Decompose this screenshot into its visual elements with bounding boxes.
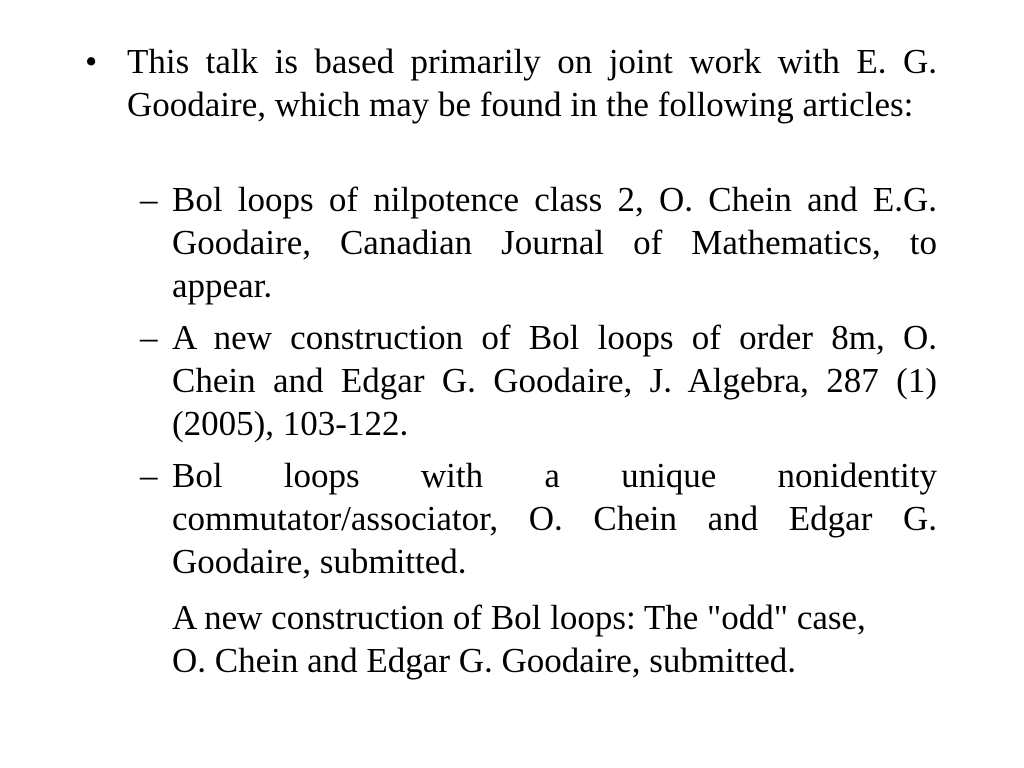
article-text: Bol loops with a unique nonidentity commutator/associator, O. Chein and Edgar G. Goodaire, submitted. — [172, 456, 937, 581]
article-text: A new construction of Bol loops of order 8m, O. Chein and Edgar G. Goodaire, J. Algebra, 287 (1) (2005), 103-122. — [172, 318, 937, 443]
article-list — [140, 178, 937, 592]
article-text: Bol loops of nilpotence class 2, O. Chein and E.G. Goodaire, Canadian Journal of Mathematics, to appear. — [172, 180, 937, 305]
article-item — [140, 316, 937, 445]
extra-article-text: A new construction of Bol loops: The "odd" case, O. Chein and Edgar G. Goodaire, submitted. — [172, 598, 866, 680]
main-bullet-text: This talk is based primarily on joint work with E. G. Goodaire, which may be found in the following articles: — [127, 42, 937, 124]
article-item — [140, 178, 937, 307]
article-item — [140, 454, 937, 583]
dash-marker: – — [140, 180, 158, 219]
dash-marker: – — [140, 456, 158, 495]
dash-marker: – — [140, 318, 158, 357]
bullet-marker: • — [85, 42, 98, 81]
